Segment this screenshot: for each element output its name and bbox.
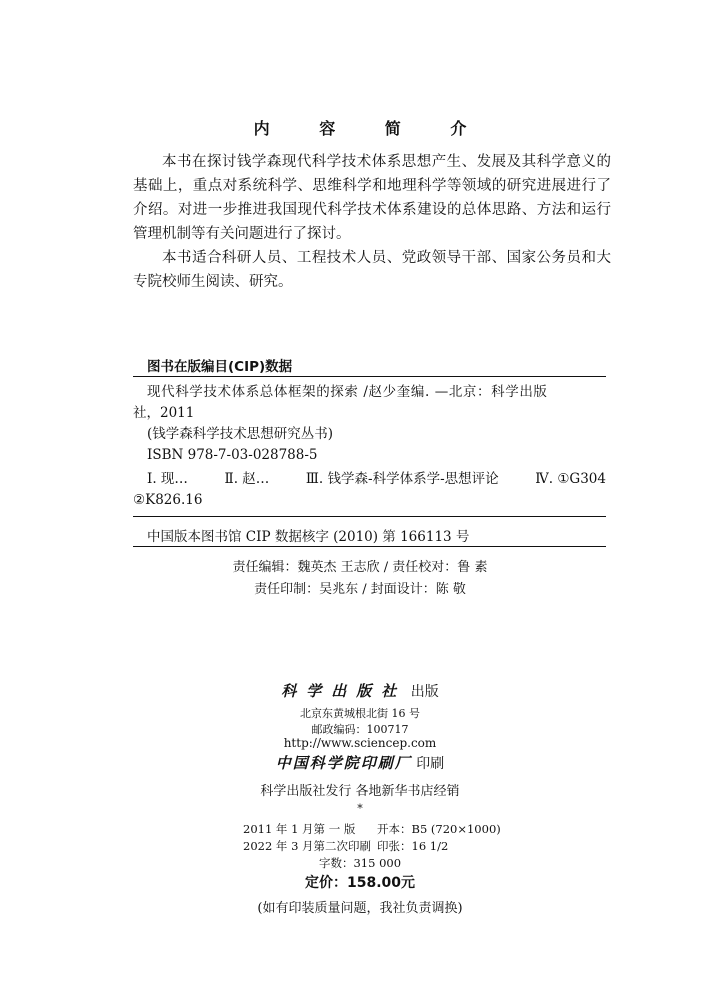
cip-title-line: 现代科学技术体系总体框架的探索 /赵少奎编. —北京：科学出版: [147, 384, 548, 400]
cip-series: (钱学森科学技术思想研究丛书): [147, 426, 334, 442]
cip-top-rule: [133, 376, 606, 377]
content-summary: [133, 150, 611, 294]
cip-class-4: Ⅳ. ①G304: [535, 471, 606, 487]
cip-class-3: Ⅲ. 钱学森-科学体系学-思想评论: [305, 471, 499, 487]
editors-line-1: 责任编辑：魏英杰 王志欣 / 责任校对：鲁 素: [232, 560, 488, 575]
distribution-line: 科学出版社发行 各地新华书店经销: [260, 784, 460, 799]
edition-row-1: [243, 821, 501, 837]
summary-paragraph-2: 本书适合科研人员、工程技术人员、党政领导干部、国家公务员和大专院校师生阅读、研究。: [133, 250, 611, 290]
cip-class-1: Ⅰ. 现…: [147, 471, 188, 487]
cip-record: [133, 382, 606, 511]
cip-registration: 中国版本图书馆 CIP 数据核字 (2010) 第 166113 号: [147, 529, 470, 545]
word-count: 字数：315 000: [318, 856, 402, 870]
publisher-logo: 科学出版社: [281, 682, 407, 700]
printer-logo: 中国科学院印刷厂: [275, 754, 412, 772]
separator-star: *: [357, 802, 363, 815]
publisher-line: [0, 680, 720, 701]
price: 定价：158.00元: [304, 875, 416, 891]
edition-date: 2011 年 1 月第 一 版: [243, 822, 356, 836]
publisher-url: http://www.sciencep.com: [283, 736, 437, 750]
publisher-suffix: 出版: [410, 684, 439, 700]
print-sheets: 印张：16 1/2: [377, 839, 449, 853]
cip-middle-rule: [133, 516, 606, 517]
edition-row-2: [243, 838, 448, 854]
quality-notice: (如有印装质量问题，我社负责调换): [257, 901, 463, 916]
cip-isbn: ISBN 978-7-03-028788-5: [147, 447, 318, 463]
cip-class-continued: ②K826.16: [133, 492, 203, 508]
printing-date: 2022 年 3 月第二次印刷: [243, 839, 372, 853]
printer-line: [0, 752, 720, 773]
cip-bottom-rule: [133, 546, 606, 547]
cip-heading: 图书在版编目(CIP)数据: [147, 359, 293, 375]
cip-class-2: Ⅱ. 赵…: [224, 471, 270, 487]
cip-classification: [133, 469, 606, 490]
format-size: 开本：B5 (720×1000): [377, 822, 501, 836]
summary-paragraph-1: 本书在探讨钱学森现代科学技术体系思想产生、发展及其科学意义的基础上，重点对系统科学、思维科学和地理科学等领域的研究进展进行了介绍。对进一步推进我国现代科学技术体系建设的总体思路、方法和运行管理机制等有关问题进行了探讨。: [133, 154, 611, 242]
page-title: 内 容 简 介: [253, 119, 489, 138]
publisher-address: 北京东黄城根北街 16 号: [300, 707, 420, 720]
printer-suffix: 印刷: [416, 756, 445, 772]
publisher-postcode: 邮政编码：100717: [311, 723, 409, 736]
cip-publisher-line: 社，2011: [133, 405, 195, 421]
editors-line-2: 责任印制：吴兆东 / 封面设计：陈 敬: [254, 582, 466, 597]
